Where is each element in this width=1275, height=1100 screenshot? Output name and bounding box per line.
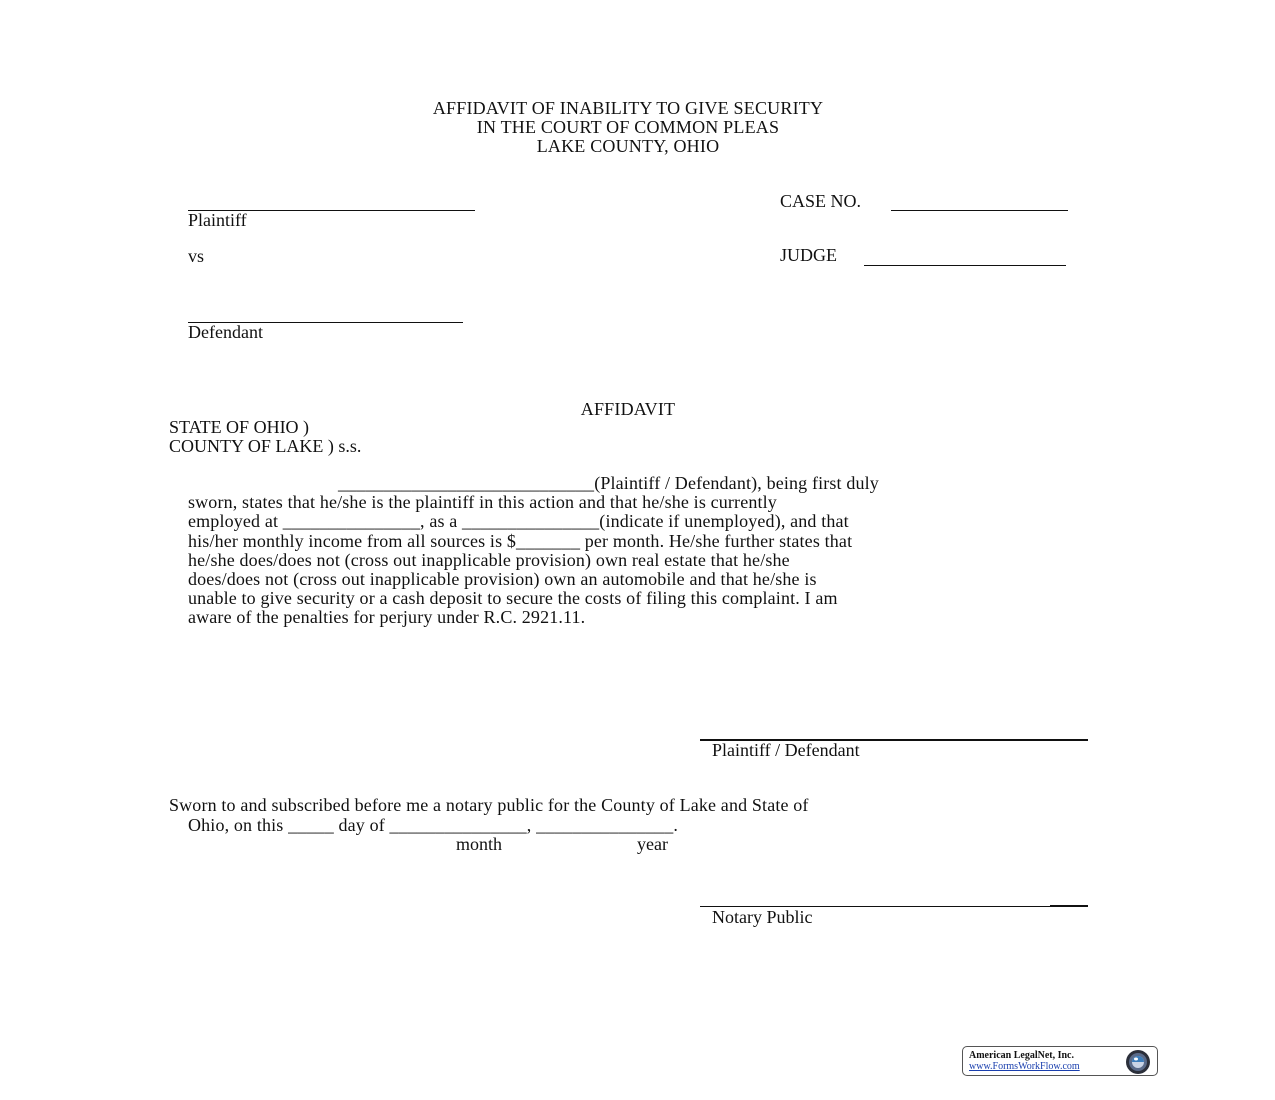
judge-field[interactable] [864, 245, 1065, 265]
jurat-line-1: Sworn to and subscribed before me a notary public for the County of Lake and State of [169, 795, 809, 815]
american-legalnet-logo [962, 1046, 1158, 1076]
defendant-field[interactable] [188, 301, 462, 321]
logo-url-link[interactable]: www.FormsWorkFlow.com [969, 1061, 1080, 1072]
jurat-line-2: Ohio, on this _____ day of _______________, _______________. [188, 815, 678, 835]
venue-county: COUNTY OF LAKE ) s.s. [169, 436, 362, 456]
plaintiff-label: Plaintiff [188, 210, 247, 230]
case-no-line [891, 210, 1068, 211]
notary-signature-label: Notary Public [712, 907, 813, 927]
affidavit-body [188, 474, 1088, 628]
form-title: AFFIDAVIT OF INABILITY TO GIVE SECURITY [432, 98, 824, 118]
case-no-label: CASE NO. [780, 191, 862, 211]
versus-label: vs [188, 246, 205, 266]
body-line: aware of the penalties for perjury under R.C. 2921.11. [188, 607, 586, 628]
globe-icon [1123, 1048, 1153, 1076]
body-line: he/she does/does not (cross out inapplicable provision) own real estate that he/she [188, 549, 790, 570]
judge-label: JUDGE [780, 245, 837, 265]
body-line: sworn, states that he/she is the plaintiff in this action and that he/she is currently [188, 492, 777, 513]
body-line: his/her monthly income from all sources is $_______ per month. He/she further states that [188, 530, 853, 551]
body-line: unable to give security or a cash deposit to secure the costs of filing this complaint. I am [188, 588, 838, 609]
venue-state: STATE OF OHIO ) [169, 417, 310, 437]
affidavit-heading: AFFIDAVIT [580, 399, 676, 419]
defendant-label: Defendant [188, 322, 263, 342]
party-signature-label: Plaintiff / Defendant [712, 740, 860, 760]
month-label: month [456, 834, 503, 854]
body-line: does/does not (cross out inapplicable provision) own an automobile and that he/she is [188, 569, 817, 590]
plaintiff-field[interactable] [188, 189, 474, 209]
logo-company-name: American LegalNet, Inc. [969, 1050, 1074, 1061]
county-name: LAKE COUNTY, OHIO [536, 136, 720, 156]
notary-signature-line-end [1050, 905, 1088, 907]
case-no-field[interactable] [891, 190, 1067, 210]
body-line: ____________________________(Plaintiff / Defendant), being first duly [338, 473, 879, 493]
year-label: year [637, 834, 668, 854]
body-line: employed at _______________, as a _______________(indicate if unemployed), and that [188, 511, 849, 532]
judge-line [864, 265, 1066, 266]
court-name: IN THE COURT OF COMMON PLEAS [476, 117, 780, 137]
